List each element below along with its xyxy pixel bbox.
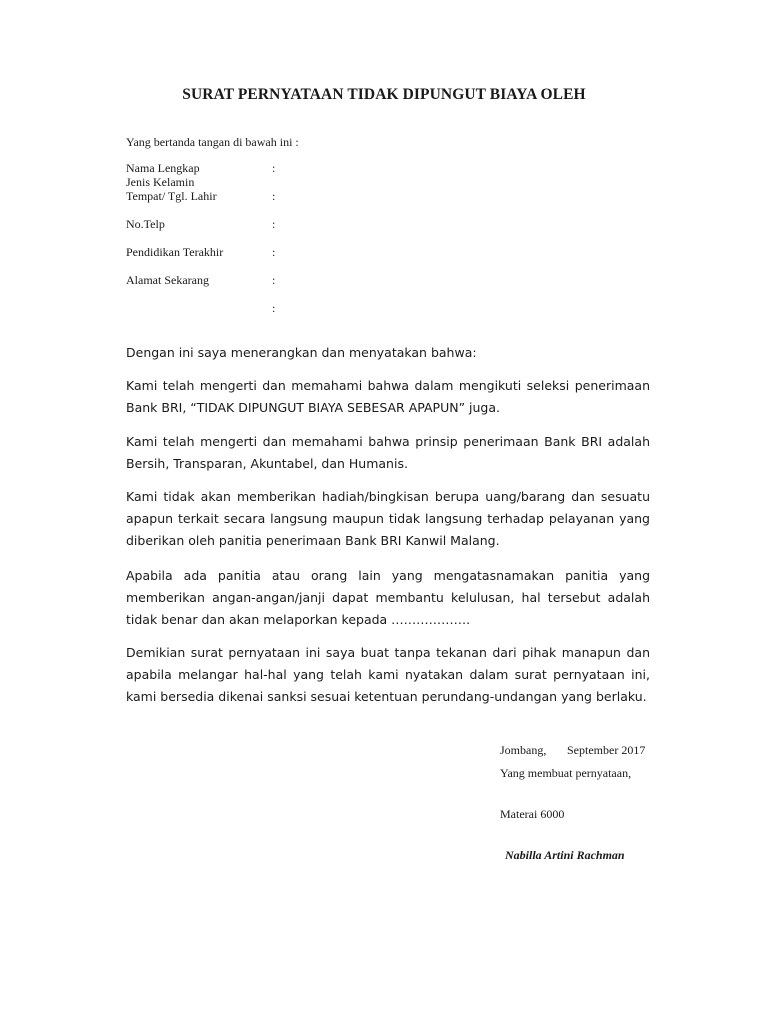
field-colon-alamat: : [272,273,276,287]
field-colon-alamat-cont: : [272,301,276,315]
field-colon-ttl: : [272,189,276,203]
stamp-note: Materai 6000 [500,807,565,821]
statement-closing: Demikian surat pernyataan ini saya buat tanpa tekanan dari pihak manapun dan apabila melangar hal-hal yang telah kami nyatakan dalam surat pernyataan ini, kami bersedia dikenai sanksi sesuai ketentuan perundang-undangan yang berlaku. [126,645,650,704]
intro-line: Yang bertanda tangan di bawah ini : [126,135,299,149]
statement-opening: Dengan ini saya menerangkan dan menyatakan bahwa: [126,345,477,360]
statement-paragraph-4: Apabila ada panitia atau orang lain yang mengatasnamakan panitia yang memberikan angan-angan/janji dapat membantu kelulusan, hal tersebut adalah tidak benar dan akan melaporkan kepada ………………. [126,568,650,627]
signature-date: September 2017 [567,743,646,757]
signatory-name: Nabilla Artini Rachman [505,848,625,862]
signature-place: Jombang, [500,743,547,757]
field-label-nama: Nama Lengkap [126,161,200,175]
field-label-ttl: Tempat/ Tgl. Lahir [126,189,217,203]
statement-paragraph-1: Kami telah mengerti dan memahami bahwa dalam mengikuti seleksi penerimaan Bank BRI, “TIDAK DIPUNGUT BIAYA SEBESAR APAPUN” juga. [126,378,650,415]
field-colon-nama: : [272,161,276,175]
statement-paragraph-3: Kami tidak akan memberikan hadiah/bingkisan berupa uang/barang dan sesuatu apapun terkait secara langsung maupun tidak langsung terhadap pelayanan yang diberikan oleh panitia penerimaan Bank BRI Kanwil Malang. [126,489,650,548]
field-colon-telp: : [272,217,276,231]
field-label-alamat: Alamat Sekarang [126,273,209,287]
field-label-jenis-kelamin: Jenis Kelamin [126,175,195,189]
letter-title: SURAT PERNYATAAN TIDAK DIPUNGUT BIAYA OLEH [182,86,586,103]
field-colon-pendidikan: : [272,245,276,259]
statement-paragraph-2: Kami telah mengerti dan memahami bahwa prinsip penerimaan Bank BRI adalah Bersih, Transparan, Akuntabel, dan Humanis. [126,434,650,471]
field-label-telp: No.Telp [126,217,165,231]
signature-maker: Yang membuat pernyataan, [500,766,632,780]
field-label-pendidikan: Pendidikan Terakhir [126,245,224,259]
